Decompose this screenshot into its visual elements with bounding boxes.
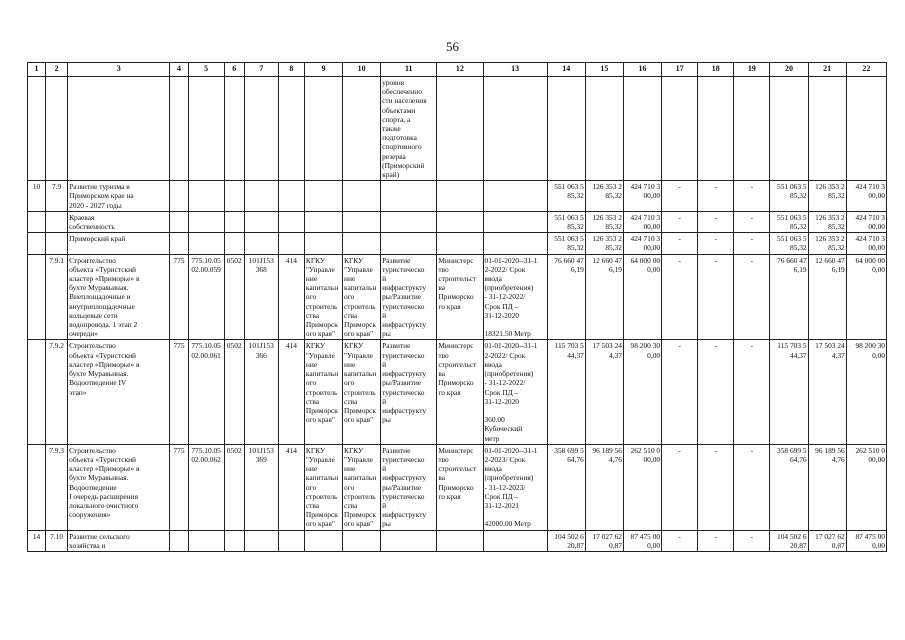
table-cell (244, 530, 278, 551)
table-cell (278, 181, 304, 212)
table-cell: Краевая собственность (68, 211, 170, 232)
table-cell: - (734, 233, 770, 254)
column-header: 2 (46, 63, 68, 77)
table-row (28, 77, 887, 181)
column-header: 17 (662, 63, 698, 77)
column-header: 21 (808, 63, 846, 77)
column-header: 7 (244, 63, 278, 77)
table-cell: 551 063 5 85,32 (547, 211, 585, 232)
budget-table (27, 62, 887, 552)
table-cell: 7.9 (46, 181, 68, 212)
table-cell: 775 (170, 340, 188, 444)
table-cell: 414 (278, 444, 304, 530)
table-cell: - (662, 340, 698, 444)
table-cell: - (698, 530, 734, 551)
table-cell: 424 710 3 00,00 (623, 211, 661, 232)
table-cell (224, 211, 244, 232)
table-cell (846, 77, 886, 181)
table-row (28, 233, 887, 254)
table-cell: - (734, 444, 770, 530)
column-header: 1 (28, 63, 46, 77)
table-cell: 96 189 56 4,76 (585, 444, 623, 530)
table-cell: Строительство объекта «Туристский кластер «Приморье» в бухте Муравьиная. Водоотведение I очередь расширения локального очистного сооружения» (68, 444, 170, 530)
table-cell: - (662, 254, 698, 340)
column-header: 5 (188, 63, 224, 77)
table-cell (224, 181, 244, 212)
table-cell (68, 77, 170, 181)
column-header: 6 (224, 63, 244, 77)
table-cell: 424 710 3 00,00 (623, 181, 661, 212)
page-number: 56 (446, 39, 459, 54)
table-cell: 115 703 5 44,37 (770, 340, 808, 444)
table-cell: КГКУ "Управле ние капитальн ого строитель ства Приморск ого края" (343, 340, 381, 444)
table-cell (483, 211, 547, 232)
table-cell (28, 211, 46, 232)
table-cell (343, 233, 381, 254)
column-header: 18 (698, 63, 734, 77)
table-cell (46, 233, 68, 254)
table-cell: 17 503 24 4,37 (585, 340, 623, 444)
table-cell: Министерс тво строительст ва Приморско го края (437, 340, 483, 444)
table-cell (188, 233, 224, 254)
table-cell: 775.10.05 02.00.061 (188, 340, 224, 444)
table-cell: КГКУ "Управле ние капитальн ого строитель ства Приморск ого края" (343, 254, 381, 340)
table-cell: 0502 (224, 444, 244, 530)
table-cell (770, 77, 808, 181)
table-cell: 76 660 47 6,19 (770, 254, 808, 340)
table-cell: 126 353 2 85,32 (808, 211, 846, 232)
table-cell (381, 233, 437, 254)
table-row (28, 211, 887, 232)
table-cell: 551 063 5 85,32 (547, 181, 585, 212)
table-cell (808, 77, 846, 181)
table-cell (278, 211, 304, 232)
table-cell (170, 181, 188, 212)
table-cell: 262 510 0 00,00 (846, 444, 886, 530)
table-cell: 01-01-2020--31-1 2-2022/ Срок ввода (приобретения) - 31-12-2022/ Срок ПД – 31-12-2020 360.00 Кубический метр (483, 340, 547, 444)
table-cell (28, 233, 46, 254)
table-cell: 7.9.1 (46, 254, 68, 340)
table-cell: - (698, 233, 734, 254)
table-cell: 126 353 2 85,32 (585, 181, 623, 212)
table-cell (170, 233, 188, 254)
table-cell (170, 530, 188, 551)
table-cell (437, 211, 483, 232)
table-cell: 01-01-2020--31-1 2-2022/ Срок ввода (приобретения) - 31-12-2022/ Срок ПД – 31-12-2020 18321.50 Метр (483, 254, 547, 340)
table-cell: 262 510 0 00,00 (623, 444, 661, 530)
table-cell (46, 211, 68, 232)
column-header: 19 (734, 63, 770, 77)
table-cell (483, 77, 547, 181)
table-cell (662, 77, 698, 181)
table-cell: 424 710 3 00,00 (846, 233, 886, 254)
header-row (28, 63, 887, 77)
table-cell (244, 181, 278, 212)
column-header: 14 (547, 63, 585, 77)
table-cell: 775.10.05 02.00.059 (188, 254, 224, 340)
table-cell: Развитие туристическо й инфраструкту ры/Развитие туристическо й инфраструкту ры (381, 254, 437, 340)
table-cell (28, 340, 46, 444)
table-cell: - (662, 444, 698, 530)
table-cell: уровня обеспеченно сти населения объектами спорта, а также подготовка спортивного резерва (Приморский край) (381, 77, 437, 181)
table-cell: - (662, 233, 698, 254)
table-cell: 101J153 366 (244, 340, 278, 444)
table-cell: 14 (28, 530, 46, 551)
table-cell: 64 000 00 0,00 (846, 254, 886, 340)
table-cell: Развитие туристическо й инфраструкту ры/Развитие туристическо й инфраструкту ры (381, 340, 437, 444)
table-cell: 115 703 5 44,37 (547, 340, 585, 444)
table-cell (188, 530, 224, 551)
column-header: 4 (170, 63, 188, 77)
table-cell: 424 710 3 00,00 (623, 233, 661, 254)
table-cell: 17 027 62 0,87 (808, 530, 846, 551)
table-cell (734, 77, 770, 181)
table-cell (304, 233, 342, 254)
table-cell (188, 77, 224, 181)
table-cell: 17 027 62 0,87 (585, 530, 623, 551)
table-cell: КГКУ "Управле ние капитальн ого строитель ства Приморск ого края" (304, 254, 342, 340)
table-cell (170, 211, 188, 232)
table-cell (304, 77, 342, 181)
table-cell (304, 211, 342, 232)
table-cell: 126 353 2 85,32 (585, 211, 623, 232)
table-cell (224, 530, 244, 551)
table-cell: 126 353 2 85,32 (808, 233, 846, 254)
table-cell: Развитие туризма в Приморском крае на 2020 - 2027 годы (68, 181, 170, 212)
table-cell: Министерс тво строительст ва Приморско го края (437, 254, 483, 340)
table-cell: 126 353 2 85,32 (808, 181, 846, 212)
table-cell: - (734, 211, 770, 232)
column-header: 9 (304, 63, 342, 77)
table-cell: 87 475 00 0,00 (846, 530, 886, 551)
table-cell: 424 710 3 00,00 (846, 181, 886, 212)
table-cell: 358 699 5 64,76 (770, 444, 808, 530)
table-cell: 0502 (224, 254, 244, 340)
table-cell: - (734, 340, 770, 444)
table-cell (244, 233, 278, 254)
table-cell: - (734, 254, 770, 340)
table-row (28, 181, 887, 212)
table-cell (585, 77, 623, 181)
table-cell (698, 77, 734, 181)
table-cell (278, 77, 304, 181)
table-cell: - (662, 211, 698, 232)
table-cell: 7.10 (46, 530, 68, 551)
table-cell: - (698, 254, 734, 340)
table-cell: 96 189 56 4,76 (808, 444, 846, 530)
column-header: 12 (437, 63, 483, 77)
table-cell: 775 (170, 444, 188, 530)
table-cell: 358 699 5 64,76 (547, 444, 585, 530)
table-cell: 12 660 47 6,19 (585, 254, 623, 340)
table-cell: Строительство объекта «Туристский кластер «Приморье» в бухте Муравьиная. Водоотведение IV этап» (68, 340, 170, 444)
table-cell: - (662, 530, 698, 551)
column-header: 16 (623, 63, 661, 77)
table-cell: - (734, 181, 770, 212)
table-cell (244, 77, 278, 181)
table-cell (483, 181, 547, 212)
table-cell (304, 530, 342, 551)
table-cell: КГКУ "Управле ние капитальн ого строитель ства Приморск ого края" (304, 444, 342, 530)
table-cell: Министерс тво строительст ва Приморско го края (437, 444, 483, 530)
table-cell: - (698, 181, 734, 212)
table-cell: 775 (170, 254, 188, 340)
table-cell: Развитие сельского хозяйства и (68, 530, 170, 551)
table-cell: Строительство объекта «Туристский кластер «Приморье» в бухте Муравьиная. Внеплощадочные и внутриплощадочные кольцевые сети водопровода. 1 этап 2 очереди» (68, 254, 170, 340)
column-header: 15 (585, 63, 623, 77)
table-cell: 551 063 5 85,32 (770, 233, 808, 254)
table-cell: - (734, 530, 770, 551)
table-row (28, 254, 887, 340)
column-header: 10 (343, 63, 381, 77)
table-row (28, 444, 887, 530)
table-cell: 551 063 5 85,32 (770, 211, 808, 232)
table-cell (224, 77, 244, 181)
table-cell (278, 530, 304, 551)
table-cell: 775.10.05 02.00.062 (188, 444, 224, 530)
table-cell: 104 502 6 20,87 (770, 530, 808, 551)
table-cell: 10 (28, 181, 46, 212)
table-cell (437, 233, 483, 254)
column-header: 13 (483, 63, 547, 77)
table-row (28, 530, 887, 551)
table-cell: 551 063 5 85,32 (770, 181, 808, 212)
column-header: 11 (381, 63, 437, 77)
table-cell (483, 530, 547, 551)
table-cell: - (698, 211, 734, 232)
table-row (28, 340, 887, 444)
table-cell: Приморский край (68, 233, 170, 254)
table-cell: 7.9.2 (46, 340, 68, 444)
table-cell: 17 503 24 4,37 (808, 340, 846, 444)
table-cell (343, 181, 381, 212)
table-cell (381, 211, 437, 232)
table-cell: 101J153 369 (244, 444, 278, 530)
table-cell (188, 211, 224, 232)
table-cell: 104 502 6 20,87 (547, 530, 585, 551)
table-cell (170, 77, 188, 181)
table-cell (623, 77, 661, 181)
table-cell: 12 660 47 6,19 (808, 254, 846, 340)
table-cell (28, 77, 46, 181)
table-cell (381, 530, 437, 551)
table-cell: Развитие туристическо й инфраструкту ры/Развитие туристическо й инфраструкту ры (381, 444, 437, 530)
table-cell (381, 181, 437, 212)
table-cell (304, 181, 342, 212)
table-cell: 01-01-2020--31-1 2-2023/ Срок ввода (приобретения) - 31-12-2023/ Срок ПД – 31-12-2021 42000.00 Метр (483, 444, 547, 530)
table-cell (28, 444, 46, 530)
table-cell: 424 710 3 00,00 (846, 211, 886, 232)
table-cell (437, 530, 483, 551)
table-cell: 98 200 30 0,00 (623, 340, 661, 444)
table-cell (483, 233, 547, 254)
column-header: 3 (68, 63, 170, 77)
table-cell: - (698, 340, 734, 444)
table-cell: 98 200 30 0,00 (846, 340, 886, 444)
table-cell: 0502 (224, 340, 244, 444)
table-cell (343, 211, 381, 232)
table-cell: 64 000 00 0,00 (623, 254, 661, 340)
table-cell (547, 77, 585, 181)
table-cell (224, 233, 244, 254)
table-cell (278, 233, 304, 254)
column-header: 22 (846, 63, 886, 77)
table-cell: 76 660 47 6,19 (547, 254, 585, 340)
table-cell (437, 77, 483, 181)
table-cell (343, 530, 381, 551)
table-cell: КГКУ "Управле ние капитальн ого строитель ства Приморск ого края" (304, 340, 342, 444)
table-cell: 126 353 2 85,32 (585, 233, 623, 254)
table-cell: КГКУ "Управле ние капитальн ого строитель ства Приморск ого края" (343, 444, 381, 530)
table-cell: 551 063 5 85,32 (547, 233, 585, 254)
table-cell: 7.9.3 (46, 444, 68, 530)
table-cell: 101J153 368 (244, 254, 278, 340)
column-header: 8 (278, 63, 304, 77)
table-cell (188, 181, 224, 212)
table-cell: 87 475 00 0,00 (623, 530, 661, 551)
table-cell (28, 254, 46, 340)
table-cell: - (662, 181, 698, 212)
table-cell: - (698, 444, 734, 530)
column-header: 20 (770, 63, 808, 77)
table-cell (244, 211, 278, 232)
table-cell: 414 (278, 340, 304, 444)
table-cell: 414 (278, 254, 304, 340)
table-cell (46, 77, 68, 181)
table-cell (343, 77, 381, 181)
table-cell (437, 181, 483, 212)
